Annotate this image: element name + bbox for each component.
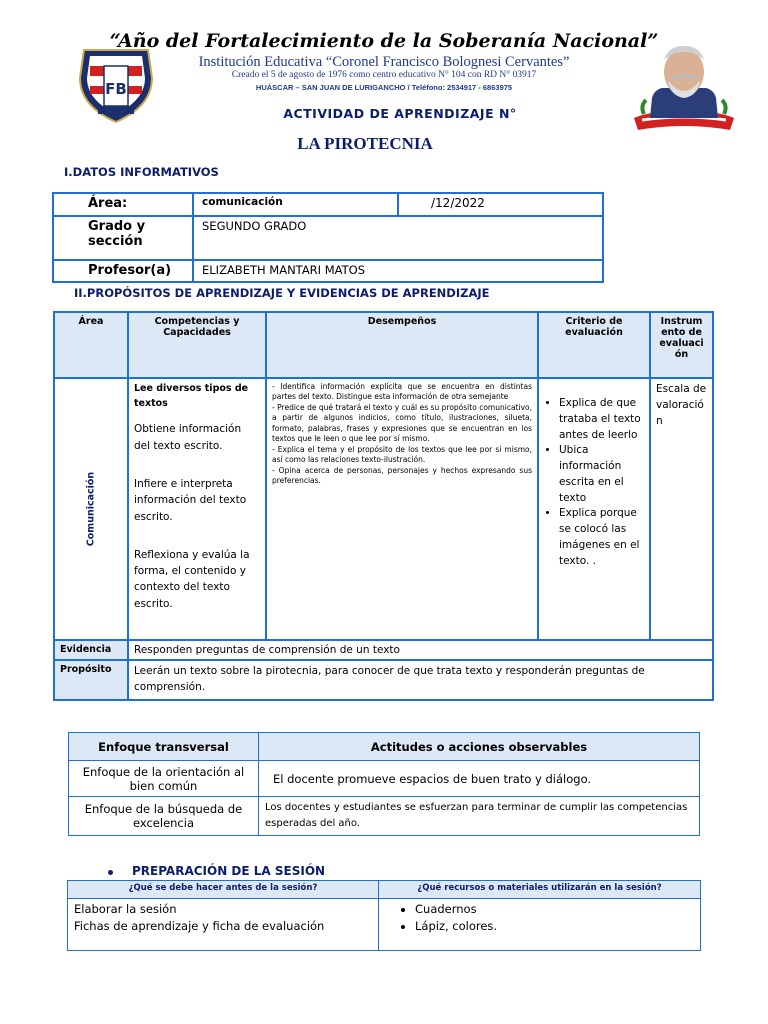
header-enfoque: Enfoque transversal bbox=[69, 733, 259, 761]
main-title: LA PIROTECNIA bbox=[297, 134, 433, 153]
bullet-icon bbox=[108, 870, 113, 875]
antes-cell bbox=[68, 899, 379, 951]
profesor-value: ELIZABETH MANTARI MATOS bbox=[193, 260, 603, 282]
criterio-item: • Ubica información escrita en el texto bbox=[559, 443, 644, 506]
actitud-item: Los docentes y estudiantes se esfuerzan para terminar de cumplir las competencias esperadas del año. bbox=[259, 797, 700, 836]
header-antes: ¿Qué se debe hacer antes de la sesión? bbox=[68, 881, 379, 899]
header-criterio: Criterio de evaluación bbox=[538, 312, 650, 378]
criterio-item: • Explica de que trataba el texto antes de leerlo bbox=[559, 396, 644, 443]
motto-title: “Año del Fortalecimiento de la Soberanía Nacional” bbox=[109, 30, 659, 52]
antes-item: Elaborar la sesión bbox=[74, 902, 177, 916]
area-vertical-label: Comunicación bbox=[85, 471, 97, 547]
desempenos-cell bbox=[266, 378, 538, 640]
profesor-label: Profesor(a) bbox=[53, 260, 193, 282]
area-label: Área: bbox=[53, 193, 193, 216]
propositos-table bbox=[53, 311, 714, 701]
evidencia-label: Evidencia bbox=[54, 640, 128, 660]
grado-label: Grado y sección bbox=[53, 216, 193, 260]
recursos-cell bbox=[379, 899, 701, 951]
capacidad-item: Reflexiona y evalúa la forma, el contenido y contexto del texto escrito. bbox=[134, 548, 250, 610]
enfoque-item: Enfoque de la búsqueda de excelencia bbox=[69, 797, 259, 836]
recurso-item: • Lápiz, colores. bbox=[415, 918, 694, 935]
capacidad-item: Obtiene información del texto escrito. bbox=[134, 423, 242, 452]
competencia-title: Lee diversos tipos de textos bbox=[134, 383, 249, 409]
criterio-cell bbox=[538, 378, 650, 640]
antes-item: Fichas de aprendizaje y ficha de evaluación bbox=[74, 918, 325, 933]
criterio-item: • Explica porque se colocó las imágenes en el texto. . bbox=[559, 506, 644, 569]
area-cell bbox=[54, 378, 128, 640]
header-area: Área bbox=[54, 312, 128, 378]
section-propositos-title: II.PROPÓSITOS DE APRENDIZAJE Y EVIDENCIAS DE APRENDIZAJE bbox=[74, 286, 490, 300]
institution-name: Institución Educativa “Coronel Francisco Bolognesi Cervantes” bbox=[198, 54, 570, 70]
header-desempenos: Desempeños bbox=[266, 312, 538, 378]
desempeno-item: - Explica el tema y el propósito de los textos que lee por sí mismo, así como las relaciones texto-ilustración. bbox=[272, 444, 532, 464]
creation-note: Creado el 5 de agosto de 1976 como centro educativo N° 104 con RD N° 03917 bbox=[231, 70, 537, 80]
activity-title: ACTIVIDAD DE APRENDIZAJE N° bbox=[283, 106, 517, 121]
header-actitudes: Actitudes o acciones observables bbox=[259, 733, 700, 761]
capacidad-item: Infiere e interpreta información del texto escrito. bbox=[134, 477, 247, 523]
recurso-item: • Cuadernos bbox=[415, 901, 694, 918]
header-recursos: ¿Qué recursos o materiales utilizarán en la sesión? bbox=[379, 881, 701, 899]
area-value: comunicación bbox=[193, 193, 398, 216]
header-instrumento: Instrum ento de evaluaci ón bbox=[650, 312, 713, 378]
proposito-label: Propósito bbox=[54, 660, 128, 700]
instrumento-value: Escala de valoración bbox=[650, 378, 713, 640]
enfoques-table bbox=[68, 732, 700, 836]
actitud-item: El docente promueve espacios de buen trato y diálogo. bbox=[259, 761, 700, 797]
preparacion-title: PREPARACIÓN DE LA SESIÓN bbox=[132, 864, 326, 878]
evidencia-value: Responden preguntas de comprensión de un texto bbox=[128, 640, 713, 660]
datos-table bbox=[52, 192, 604, 283]
desempeno-item: - Predice de qué tratará el texto y cuál es su propósito comunicativo, a partir de algunos indicios, como título, ilustraciones, silueta, formato, palabras, frases y expresiones que se encuentran en los textos que le leen o que lee por sí mismo. bbox=[272, 403, 532, 443]
section-datos-title: I.DATOS INFORMATIVOS bbox=[64, 165, 219, 179]
grado-value: SEGUNDO GRADO bbox=[193, 216, 603, 260]
header-competencias: Competencias y Capacidades bbox=[128, 312, 266, 378]
address-line: HUÁSCAR – SAN JUAN DE LURIGANCHO / Teléfono: 2534917 - 6863975 bbox=[255, 83, 513, 92]
crest-lettering: FB bbox=[105, 80, 127, 98]
proposito-value: Leerán un texto sobre la pirotecnia, para conocer de que trata texto y responderán preguntas de comprensión. bbox=[128, 660, 713, 700]
desempeno-item: - Opina acerca de personas, personajes y hechos expresando sus preferencias. bbox=[272, 466, 532, 486]
desempeno-item: - Identifica información explícita que se encuentra en distintas partes del texto. Distingue esta información de otra semejante bbox=[272, 382, 532, 402]
competencias-cell bbox=[128, 378, 266, 640]
date-value: /12/2022 bbox=[398, 193, 603, 216]
preparacion-table bbox=[67, 880, 701, 951]
enfoque-item: Enfoque de la orientación al bien común bbox=[69, 761, 259, 797]
